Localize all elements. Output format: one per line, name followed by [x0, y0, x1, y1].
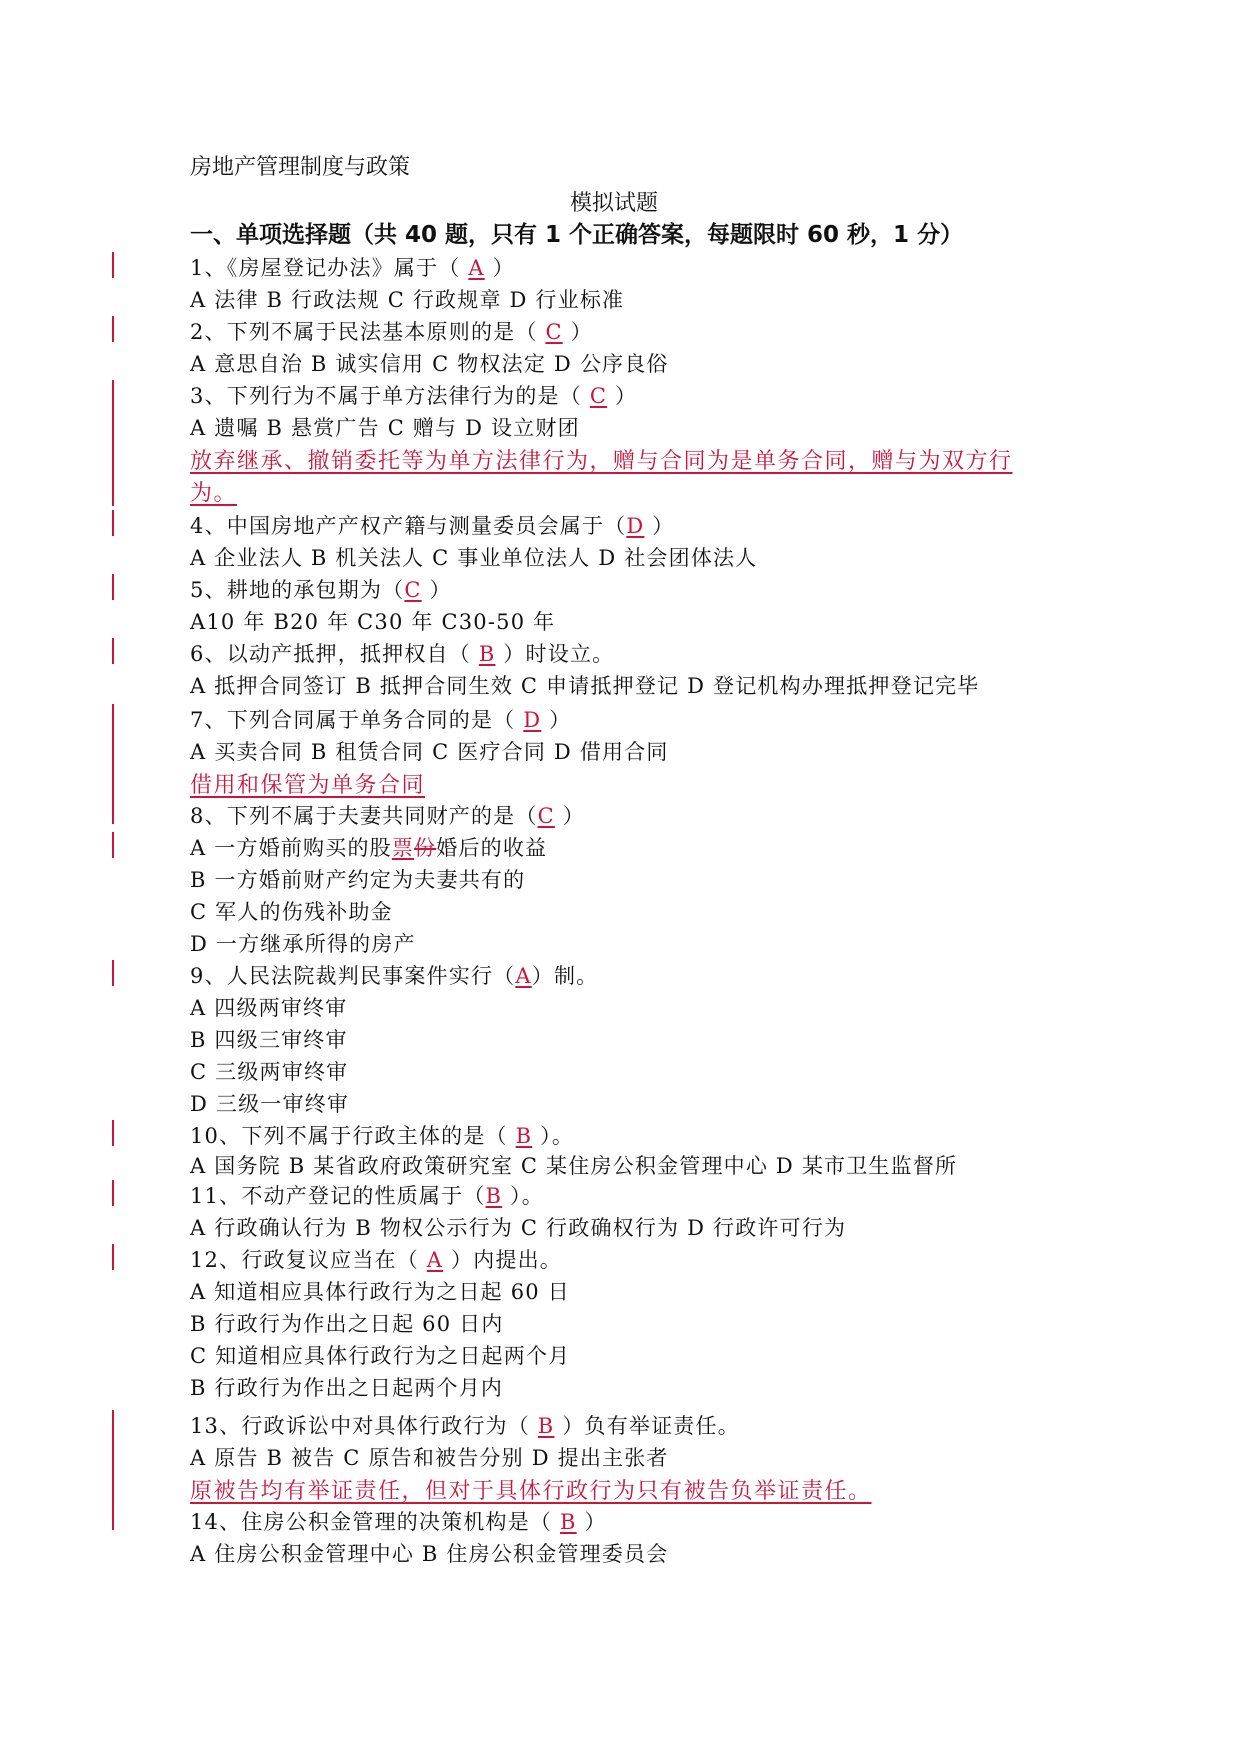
answer-mark: B	[560, 1510, 577, 1534]
question-5-options: A10 年 B20 年 C30 年 C30-50 年	[190, 610, 556, 634]
change-bar	[112, 252, 114, 278]
question-9-option-a: A 四级两审终审	[190, 996, 348, 1020]
question-12-option-c: C 知道相应具体行政行为之日起两个月	[190, 1344, 571, 1368]
change-bar	[112, 704, 114, 824]
question-3-options: A 遗嘱 B 悬赏广告 C 赠与 D 设立财团	[190, 416, 580, 440]
answer-mark: B	[537, 1414, 555, 1438]
question-4-options: A 企业法人 B 机关法人 C 事业单位法人 D 社会团体法人	[190, 546, 758, 570]
answer-mark: C	[545, 320, 563, 344]
section-heading: 一、单项选择题（共 40 题，只有 1 个正确答案，每题限时 60 秒，1 分）	[190, 222, 964, 248]
annotation-note: 放弃继承、撤销委托等为单方法律行为，赠与合同为是单务合同，赠与为双方行	[190, 449, 1013, 474]
change-bar	[112, 1180, 114, 1206]
question-8: 8、下列不属于夫妻共同财产的是（C ）	[190, 804, 585, 828]
question-9-option-c: C 三级两审终审	[190, 1060, 349, 1084]
question-9: 9、人民法院裁判民事案件实行（A）制。	[190, 964, 599, 988]
question-12-option-d: B 行政行为作出之日起两个月内	[190, 1376, 504, 1400]
answer-mark: A	[468, 256, 485, 280]
question-7: 7、下列合同属于单务合同的是（ D ）	[190, 708, 572, 732]
change-bar	[112, 380, 114, 506]
question-6: 6、以动产抵押，抵押权自（ B ）时设立。	[190, 642, 615, 666]
question-9-option-d: D 三级一审终审	[190, 1092, 350, 1116]
answer-mark: A	[426, 1248, 444, 1272]
question-10: 10、下列不属于行政主体的是（ B ）。	[190, 1124, 575, 1148]
document-subtitle: 模拟试题	[570, 191, 659, 216]
answer-mark: B	[478, 642, 496, 666]
change-bar	[112, 1244, 114, 1270]
question-3: 3、下列行为不属于单方法律行为的是（ C ）	[190, 384, 638, 408]
answer-mark: A	[515, 964, 532, 988]
question-6-options: A 抵押合同签订 B 抵押合同生效 C 申请抵押登记 D 登记机构办理抵押登记完毕	[190, 674, 980, 698]
answer-mark: B	[515, 1124, 533, 1148]
question-10-options: A 国务院 B 某省政府政策研究室 C 某住房公积金管理中心 D 某市卫生监督所	[190, 1154, 958, 1178]
annotation-note: 原被告均有举证责任，但对于具体行政行为只有被告负举证责任。	[190, 1479, 872, 1504]
question-8-option-a: A 一方婚前购买的股票份婚后的收益	[190, 836, 548, 860]
answer-mark: B	[485, 1184, 503, 1208]
change-bar	[112, 1410, 114, 1530]
question-9-option-b: B 四级三审终审	[190, 1028, 348, 1052]
question-11-options: A 行政确认行为 B 物权公示行为 C 行政确权行为 D 行政许可行为	[190, 1216, 847, 1240]
question-12-option-b: B 行政行为作出之日起 60 日内	[190, 1312, 504, 1336]
change-bar	[112, 1120, 114, 1146]
question-4: 4、中国房地产产权产籍与测量委员会属于（D ）	[190, 514, 675, 538]
deleted-text: 份	[414, 836, 437, 860]
question-1: 1、《房屋登记办法》属于（ A ）	[190, 256, 515, 280]
question-8-option-b: B 一方婚前财产约定为夫妻共有的	[190, 868, 526, 892]
change-bar	[112, 316, 114, 342]
change-bar	[112, 960, 114, 986]
question-5: 5、耕地的承包期为（C ）	[190, 578, 452, 602]
question-14: 14、住房公积金管理的决策机构是（ B ）	[190, 1510, 607, 1534]
answer-mark: C	[589, 384, 608, 408]
question-11: 11、不动产登记的性质属于（B ）。	[190, 1184, 544, 1208]
inserted-text: 票	[391, 836, 415, 860]
answer-mark: D	[626, 514, 645, 538]
answer-mark: C	[404, 578, 422, 602]
document-title: 房地产管理制度与政策	[190, 155, 411, 180]
question-8-option-c: C 军人的伤残补助金	[190, 900, 393, 924]
change-bar	[112, 638, 114, 664]
question-2-options: A 意思自治 B 诚实信用 C 物权法定 D 公序良俗	[190, 352, 669, 376]
answer-mark: D	[523, 708, 542, 732]
question-12-option-a: A 知道相应具体行政行为之日起 60 日	[190, 1280, 570, 1304]
annotation-note: 借用和保管为单务合同	[190, 773, 426, 798]
question-14-options: A 住房公积金管理中心 B 住房公积金管理委员会	[190, 1542, 669, 1566]
question-13-options: A 原告 B 被告 C 原告和被告分别 D 提出主张者	[190, 1446, 669, 1470]
change-bar	[112, 832, 114, 858]
answer-mark: C	[537, 804, 555, 828]
question-8-option-d: D 一方继承所得的房产	[190, 932, 416, 956]
question-1-options: A 法律 B 行政法规 C 行政规章 D 行业标准	[190, 288, 625, 312]
question-2: 2、下列不属于民法基本原则的是（ C ）	[190, 320, 593, 344]
annotation-note: 为。	[190, 481, 238, 506]
question-7-options: A 买卖合同 B 租赁合同 C 医疗合同 D 借用合同	[190, 740, 669, 764]
change-bar	[112, 510, 114, 536]
change-bar	[112, 574, 114, 600]
question-13: 13、行政诉讼中对具体行政行为（ B ）负有举证责任。	[190, 1414, 740, 1438]
question-12: 12、行政复议应当在（ A ）内提出。	[190, 1248, 563, 1272]
